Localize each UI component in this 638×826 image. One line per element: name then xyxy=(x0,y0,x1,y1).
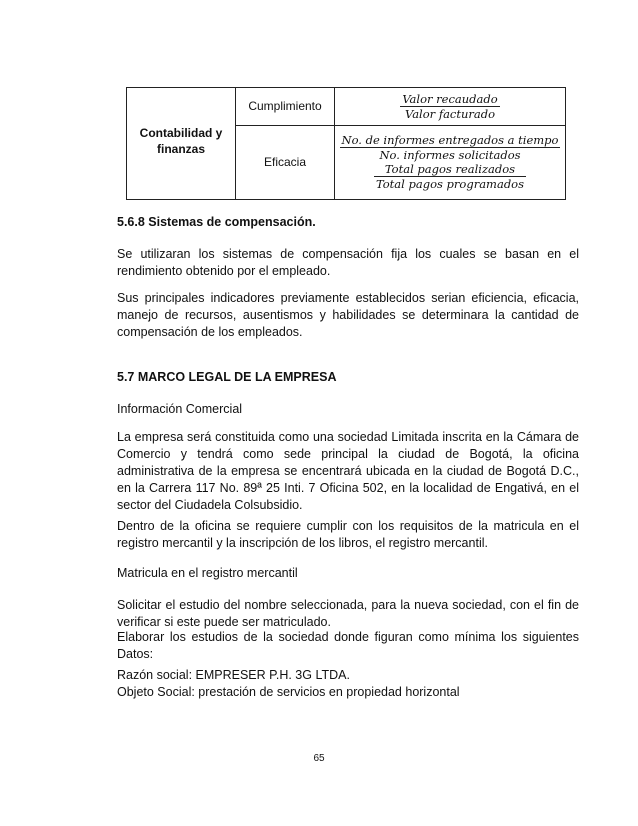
indicator-label: Eficacia xyxy=(263,155,307,170)
section-heading-5-6-8: 5.6.8 Sistemas de compensación. xyxy=(117,215,316,229)
paragraph: Solicitar el estudio del nombre seleccionada, para la nueva sociedad, con el fin de verificar si este puede ser matriculado. xyxy=(117,598,579,629)
formula-numerator: No. de informes entregados a tiempo xyxy=(341,133,559,148)
formula xyxy=(374,162,526,191)
area-cell xyxy=(127,88,236,200)
subheading-informacion-comercial: Información Comercial xyxy=(117,402,243,416)
formula-denominator: Valor facturado xyxy=(400,106,499,121)
paragraph: Se utilizaran los sistemas de compensación fija los cuales se basan en el rendimiento obtenido por el empleado. xyxy=(117,247,579,278)
formula-denominator: No. informes solicitados xyxy=(340,147,561,162)
objeto-social: Objeto Social: prestación de servicios en propiedad horizontal xyxy=(117,685,460,699)
formula-cell xyxy=(335,125,566,199)
indicator-cell xyxy=(236,125,335,199)
formula xyxy=(400,92,499,121)
formula xyxy=(340,133,561,162)
indicators-table xyxy=(126,87,566,200)
razon-social: Razón social: EMPRESER P.H. 3G LTDA. xyxy=(117,668,350,682)
section-heading-5-7: 5.7 MARCO LEGAL DE LA EMPRESA xyxy=(117,370,337,384)
paragraph: Elaborar los estudios de la sociedad donde figuran como mínima los siguientes Datos: xyxy=(117,630,579,661)
paragraph: Sus principales indicadores previamente establecidos serian eficiencia, eficacia, manejo de recursos, ausentismos y habilidades se determinara la cantidad de compensación de los empleados. xyxy=(117,291,579,339)
paragraph: Dentro de la oficina se requiere cumplir con los requisitos de la matricula en el registro mercantil y la inscripción de los libros, el registro mercantil. xyxy=(117,519,579,550)
page-number: 65 xyxy=(313,753,325,764)
subheading-matricula: Matricula en el registro mercantil xyxy=(117,566,298,580)
area-label: Contabilidad y finanzas xyxy=(139,125,223,156)
formula-numerator: Valor recaudado xyxy=(402,91,498,106)
paragraph: La empresa será constituida como una sociedad Limitada inscrita en la Cámara de Comercio y tendrá como sede principal la ciudad de Bogotá, la oficina administrativa de la empresa se encentrará ubicada en la ciudad de Bogotá D.C., en la Carrera 117 No. 89ª 25 Inti. 7 Oficina 502, en la localidad de Engativá, en el sector del Ciudadela Colsubsidio. xyxy=(117,430,579,512)
formula-denominator: Total pagos programados xyxy=(375,177,525,192)
indicator-cell xyxy=(236,88,335,126)
formula-numerator: Total pagos realizados xyxy=(384,162,516,177)
indicator-label: Cumplimiento xyxy=(248,99,322,114)
formula-cell xyxy=(335,88,566,126)
